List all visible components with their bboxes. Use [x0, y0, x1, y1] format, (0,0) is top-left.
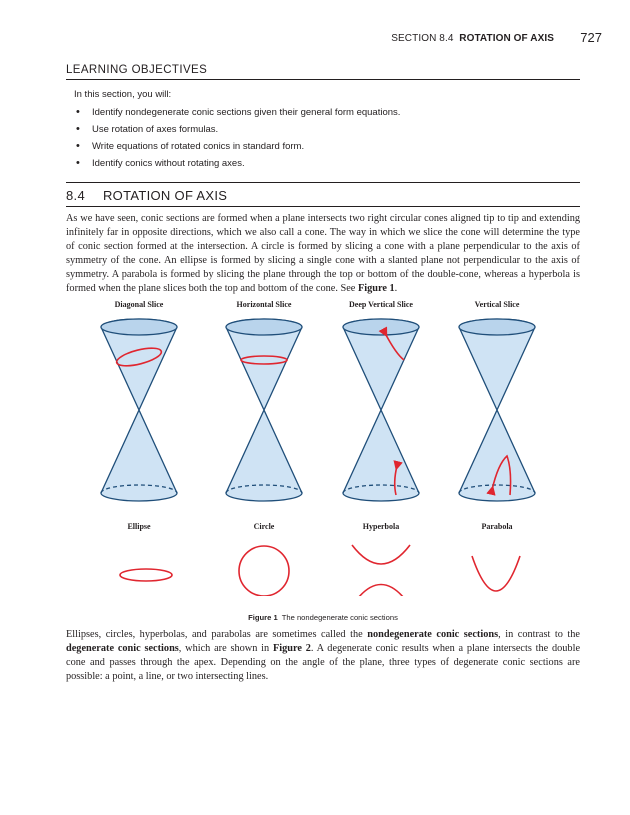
- double-cone-diagonal: [101, 319, 177, 501]
- running-head: [66, 30, 606, 48]
- ellipse-shape: [120, 569, 172, 581]
- figure-caption-label: Figure 1: [248, 613, 278, 622]
- hyperbola-shape: [352, 545, 410, 564]
- figure-reference: Figure 2: [272, 643, 311, 654]
- term-nondegenerate: nondegenerate conic sections: [367, 629, 499, 640]
- body-paragraph: Ellipses, circles, hyperbolas, and parabolas are sometimes called the nondegenerate conic sections, in contrast to the degenerate conic sections, which are shown in Figure 2. A degenerate conic results when a plane intersects the double cone and passes through the apex. Depending on the angle of the plane, three types of degenerate conic sections are possible: a point, a line, or two intersecting lines.: [66, 629, 581, 682]
- learning-objectives-box: [66, 64, 580, 172]
- conic-label-hyperbola: Hyperbola: [362, 522, 400, 531]
- list-item: • Write equations of rotated conics in standard form.: [76, 138, 580, 155]
- figure-caption-text: The nondegenerate conic sections: [281, 613, 398, 622]
- learning-objectives-title: LEARNING OBJECTIVES: [66, 64, 580, 80]
- hyperbola-shape: [352, 585, 410, 597]
- section-title: ROTATION OF AXIS: [102, 188, 228, 203]
- learning-objectives-list: [76, 104, 580, 172]
- slice-label-horizontal: Horizontal Slice: [236, 300, 292, 309]
- body-paragraph: As we have seen, conic sections are formed when a plane intersects two right circular cones aligned tip to tip and extending infinitely far in opposite directions, which we also call a cone. The way in which we slice the cone will determine the type of conic section formed at the intersection. A circle is formed by slicing a cone with a plane perpendicular to the axis of symmetry of the cone. An ellipse is formed by slicing a single cone with a slanted plane not perpendicular to the axis of symmetry. A parabola is formed by slicing the plane through the top or bottom of the double-cone, whereas a hyperbola is formed when the plane slices both the top and bottom of the cone. See Figure 1.: [66, 213, 580, 294]
- running-head-section: SECTION 8.4 ROTATION OF AXIS: [391, 33, 554, 44]
- conic-label-parabola: Parabola: [481, 522, 513, 531]
- figure-conic-sections: [92, 296, 554, 596]
- double-cone-vertical: [459, 319, 535, 501]
- conic-label-circle: Circle: [253, 522, 275, 531]
- list-item: • Identify conics without rotating axes.: [76, 155, 580, 172]
- list-item: • Identify nondegenerate conic sections given their general form equations.: [76, 104, 580, 121]
- term-degenerate: degenerate conic sections: [66, 643, 179, 654]
- double-cone-horizontal: [226, 319, 302, 501]
- conic-label-ellipse: Ellipse: [127, 522, 151, 531]
- parabola-shape: [472, 556, 520, 591]
- section-heading: [66, 182, 580, 207]
- page-number: 727: [580, 30, 602, 45]
- conic-figure-svg: [92, 296, 554, 596]
- circle-shape: [239, 546, 289, 596]
- figure-caption: [66, 613, 580, 622]
- list-item: • Use rotation of axes formulas.: [76, 121, 580, 138]
- running-head-title: ROTATION OF AXIS: [459, 33, 554, 44]
- slice-label-diagonal: Diagonal Slice: [114, 300, 164, 309]
- section-number: 8.4: [66, 188, 85, 203]
- slice-label-deep-vertical: Deep Vertical Slice: [349, 300, 413, 309]
- figure-reference: Figure 1: [357, 283, 395, 294]
- learning-objectives-intro: In this section, you will:: [74, 89, 172, 100]
- slice-label-vertical: Vertical Slice: [474, 300, 520, 309]
- double-cone-deep-vertical: [343, 319, 419, 501]
